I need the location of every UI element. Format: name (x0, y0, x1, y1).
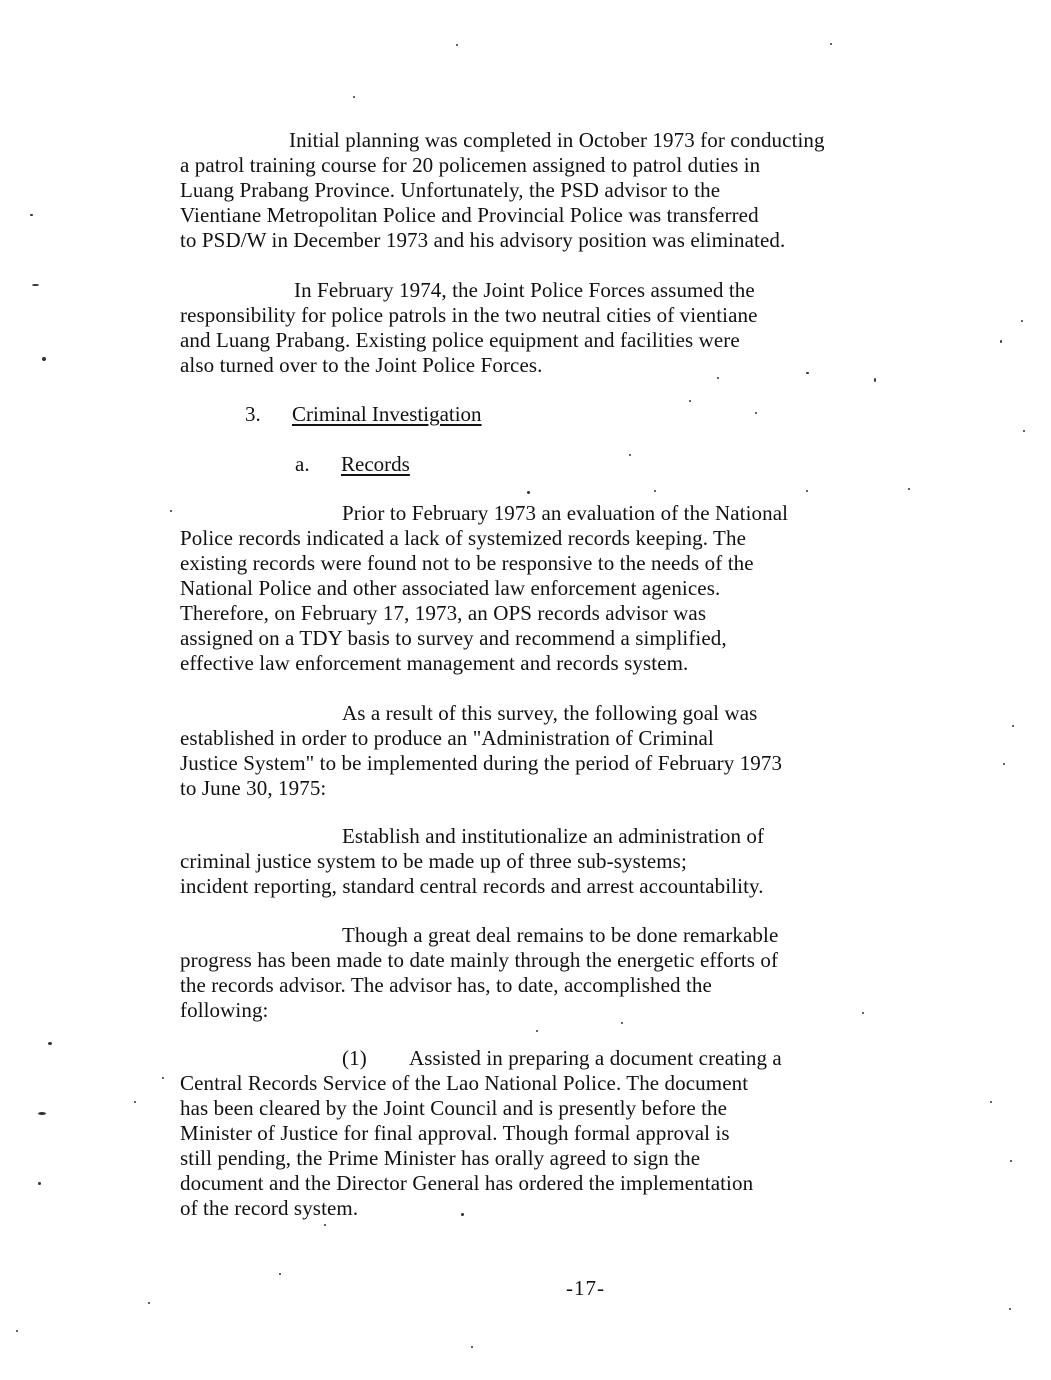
scan-speck (654, 490, 656, 492)
text-line: Justice System" to be implemented during the period of February 1973 (180, 751, 783, 775)
text-line: following: (180, 998, 269, 1022)
text-line: Prior to February 1973 an evaluation of the National (342, 501, 789, 525)
text-line: criminal justice system to be made up of three sub-systems; (180, 849, 687, 873)
text-line: Assisted in preparing a document creating a (409, 1046, 782, 1070)
scan-speck (353, 96, 355, 98)
scan-speck (1010, 1160, 1012, 1162)
scan-speck (1009, 1308, 1011, 1310)
scan-speck (471, 1346, 473, 1348)
scan-speck (1021, 320, 1023, 322)
text-line: to June 30, 1975: (180, 776, 327, 800)
text-line: responsibility for police patrols in the two neutral cities of vientiane (180, 303, 758, 327)
section-title: Criminal Investigation (292, 402, 482, 426)
scan-speck (148, 1302, 150, 1304)
text-line: National Police and other associated law enforcement agenices. (180, 576, 721, 600)
subsection-letter: a. (295, 452, 310, 476)
scan-speck (170, 510, 172, 512)
scan-speck (1023, 430, 1025, 432)
text-line: Vientiane Metropolitan Police and Provincial Police was transferred (180, 203, 759, 227)
scan-speck (689, 400, 691, 402)
scan-speck (990, 1101, 992, 1103)
scan-speck (162, 1077, 164, 1079)
text-line: still pending, the Prime Minister has orally agreed to sign the (180, 1146, 701, 1170)
text-line: existing records were found not to be responsive to the needs of the (180, 551, 754, 575)
scan-speck (30, 214, 33, 216)
scan-speck (621, 1022, 623, 1024)
text-line: Though a great deal remains to be done remarkable (342, 923, 779, 947)
text-line: a patrol training course for 20 policemen assigned to patrol duties in (180, 153, 761, 177)
scan-speck (48, 1042, 52, 1045)
scan-speck (279, 1273, 281, 1275)
text-line: Central Records Service of the Lao National Police. The document (180, 1071, 749, 1095)
scan-speck (536, 1030, 538, 1032)
scan-speck (38, 1112, 46, 1115)
page-number: -17- (566, 1276, 605, 1300)
scan-speck (324, 1224, 326, 1226)
text-line: In February 1974, the Joint Police Forces assumed the (294, 278, 755, 302)
text-line: document and the Director General has ordered the implementation (180, 1171, 754, 1195)
scan-speck (456, 44, 458, 46)
text-line: incident reporting, standard central records and arrest accountability. (180, 874, 764, 898)
scan-speck (755, 412, 757, 414)
text-line: As a result of this survey, the following goal was (342, 701, 758, 725)
scan-speck (1003, 763, 1005, 765)
item-number: (1) (342, 1046, 367, 1070)
scan-speck (461, 1213, 464, 1216)
text-line: effective law enforcement management and records system. (180, 651, 689, 675)
scan-speck (42, 357, 46, 361)
text-line: Minister of Justice for final approval. Though formal approval is (180, 1121, 730, 1145)
scan-speck (717, 377, 719, 379)
text-line: and Luang Prabang. Existing police equipment and facilities were (180, 328, 740, 352)
text-line: established in order to produce an "Administration of Criminal (180, 726, 714, 750)
scan-speck (806, 372, 809, 374)
text-line: Establish and institutionalize an administration of (342, 824, 765, 848)
scan-speck (862, 1012, 864, 1014)
scan-speck (38, 1182, 41, 1185)
scan-speck (1000, 340, 1002, 343)
scan-speck (830, 43, 832, 45)
scan-speck (806, 490, 808, 492)
scan-speck (134, 1101, 136, 1103)
scan-speck (874, 378, 876, 382)
subsection-title: Records (341, 452, 410, 476)
text-line: has been cleared by the Joint Council and is presently before the (180, 1096, 728, 1120)
scan-speck (16, 1330, 18, 1332)
text-line: Initial planning was completed in October 1973 for conducting (289, 128, 825, 152)
text-line: Luang Prabang Province. Unfortunately, the PSD advisor to the (180, 178, 721, 202)
text-line: of the record system. (180, 1196, 359, 1220)
text-line: progress has been made to date mainly through the energetic efforts of (180, 948, 779, 972)
text-line: to PSD/W in December 1973 and his advisory position was eliminated. (180, 228, 786, 252)
section-number: 3. (245, 402, 261, 426)
scan-speck (32, 284, 39, 286)
scan-speck (1012, 725, 1014, 727)
text-line: Therefore, on February 17, 1973, an OPS records advisor was (180, 601, 707, 625)
scan-speck (527, 491, 530, 494)
text-line: Police records indicated a lack of systemized records keeping. The (180, 526, 747, 550)
text-line: also turned over to the Joint Police Forces. (180, 353, 543, 377)
text-line: assigned on a TDY basis to survey and recommend a simplified, (180, 626, 727, 650)
text-line: the records advisor. The advisor has, to date, accomplished the (180, 973, 712, 997)
scan-speck (629, 454, 631, 456)
scan-speck (908, 488, 910, 490)
